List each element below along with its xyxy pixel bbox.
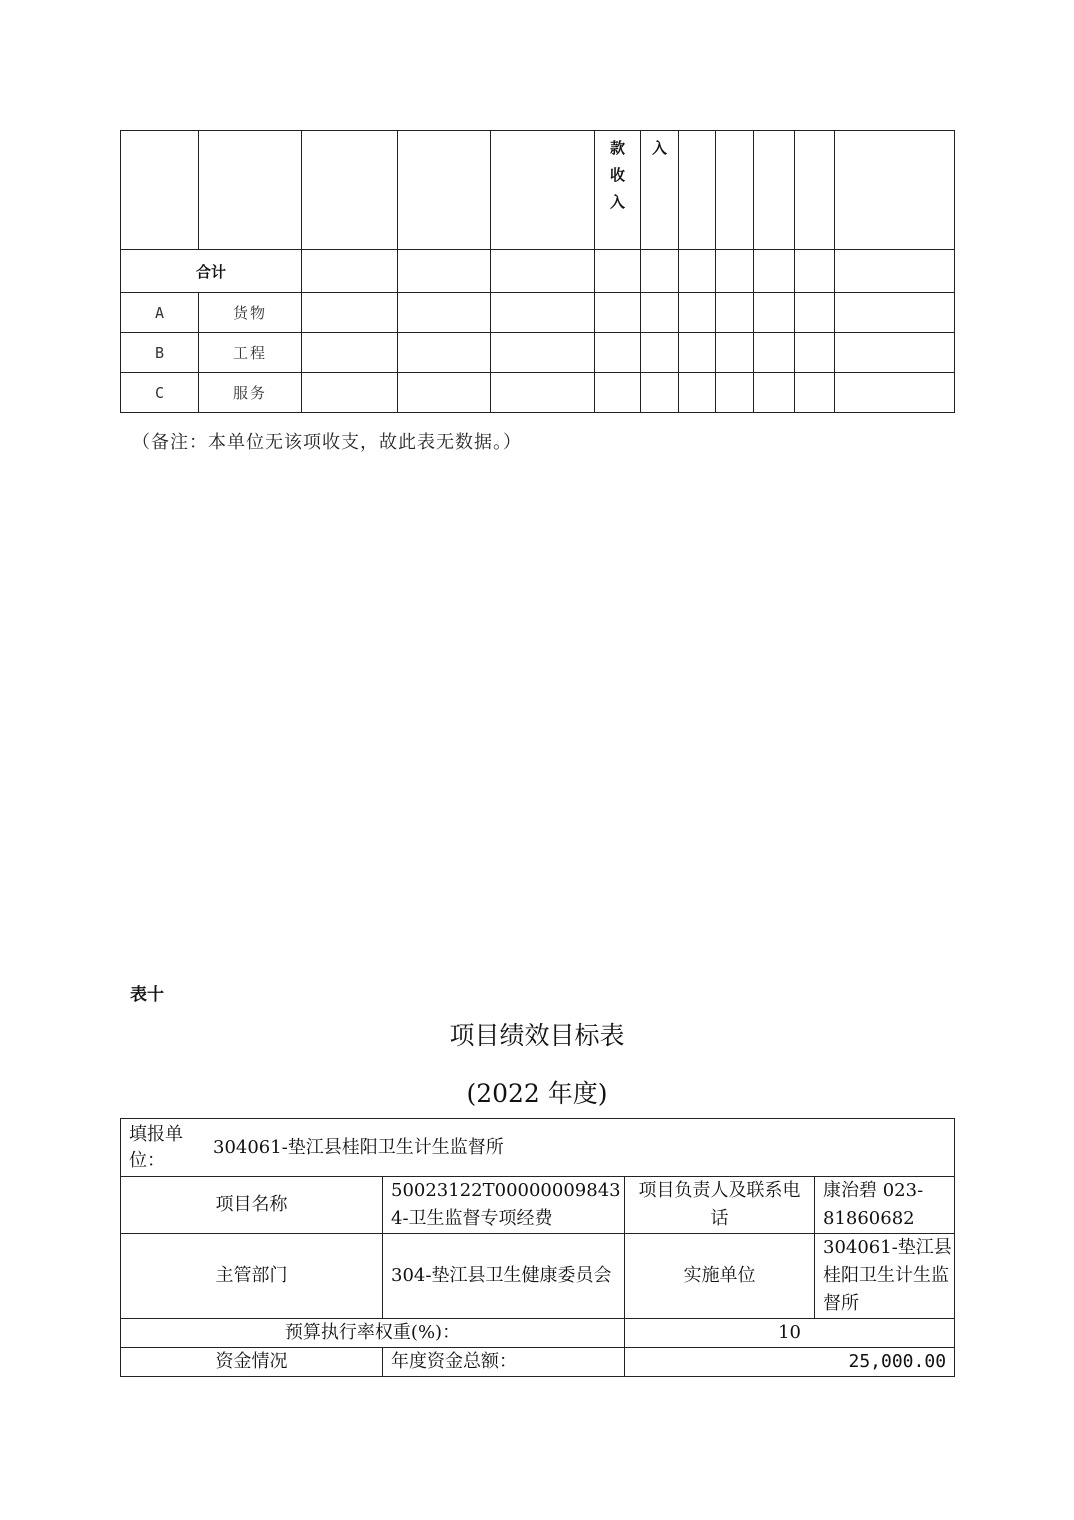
header-cell-col6: 款 收 入 <box>595 131 641 250</box>
table-header-row <box>121 131 955 250</box>
implementer-value: 304061-垫江县桂阳卫生计生监督所 <box>815 1234 955 1319</box>
table-row <box>121 373 955 413</box>
annual-total-value: 25,000.00 <box>625 1348 955 1377</box>
budget-weight-row <box>121 1319 955 1348</box>
reporting-unit-row <box>121 1119 955 1177</box>
row-code: B <box>121 333 199 373</box>
performance-target-table <box>120 1118 955 1377</box>
funds-label: 资金情况 <box>121 1348 383 1377</box>
department-row <box>121 1234 955 1319</box>
total-label: 合计 <box>121 250 302 293</box>
header-cell-col7: 入 <box>641 131 679 250</box>
table-number: 表十 <box>130 985 164 1005</box>
budget-weight-label: 预算执行率权重(%)： <box>121 1319 625 1348</box>
year-subtitle: (2022 年度) <box>466 1079 608 1108</box>
page-title: 项目绩效目标表 <box>449 1021 625 1050</box>
funds-row <box>121 1348 955 1377</box>
project-name-row <box>121 1177 955 1234</box>
table-row <box>121 293 955 333</box>
row-category: 工程 <box>199 333 302 373</box>
row-code: C <box>121 373 199 413</box>
reporting-unit-value: 304061-垫江县桂阳卫生计生监督所 <box>213 1136 504 1158</box>
project-name-label: 项目名称 <box>121 1177 383 1234</box>
row-category: 服务 <box>199 373 302 413</box>
department-value: 304-垫江县卫生健康委员会 <box>383 1234 625 1319</box>
total-row <box>121 250 955 293</box>
budget-weight-value: 10 <box>625 1319 955 1348</box>
row-category: 货物 <box>199 293 302 333</box>
table-note: （备注：本单位无该项收支，故此表无数据。） <box>132 432 522 453</box>
revenue-expense-table <box>120 130 955 413</box>
department-label: 主管部门 <box>121 1234 383 1319</box>
table-row <box>121 333 955 373</box>
manager-label: 项目负责人及联系电话 <box>625 1177 815 1234</box>
annual-total-label: 年度资金总额： <box>383 1348 625 1377</box>
row-code: A <box>121 293 199 333</box>
manager-value: 康治碧 023-81860682 <box>815 1177 955 1234</box>
reporting-unit-label: 填报单位： <box>129 1123 183 1171</box>
implementer-label: 实施单位 <box>625 1234 815 1319</box>
project-name-value: 50023122T000000098434-卫生监督专项经费 <box>383 1177 625 1234</box>
